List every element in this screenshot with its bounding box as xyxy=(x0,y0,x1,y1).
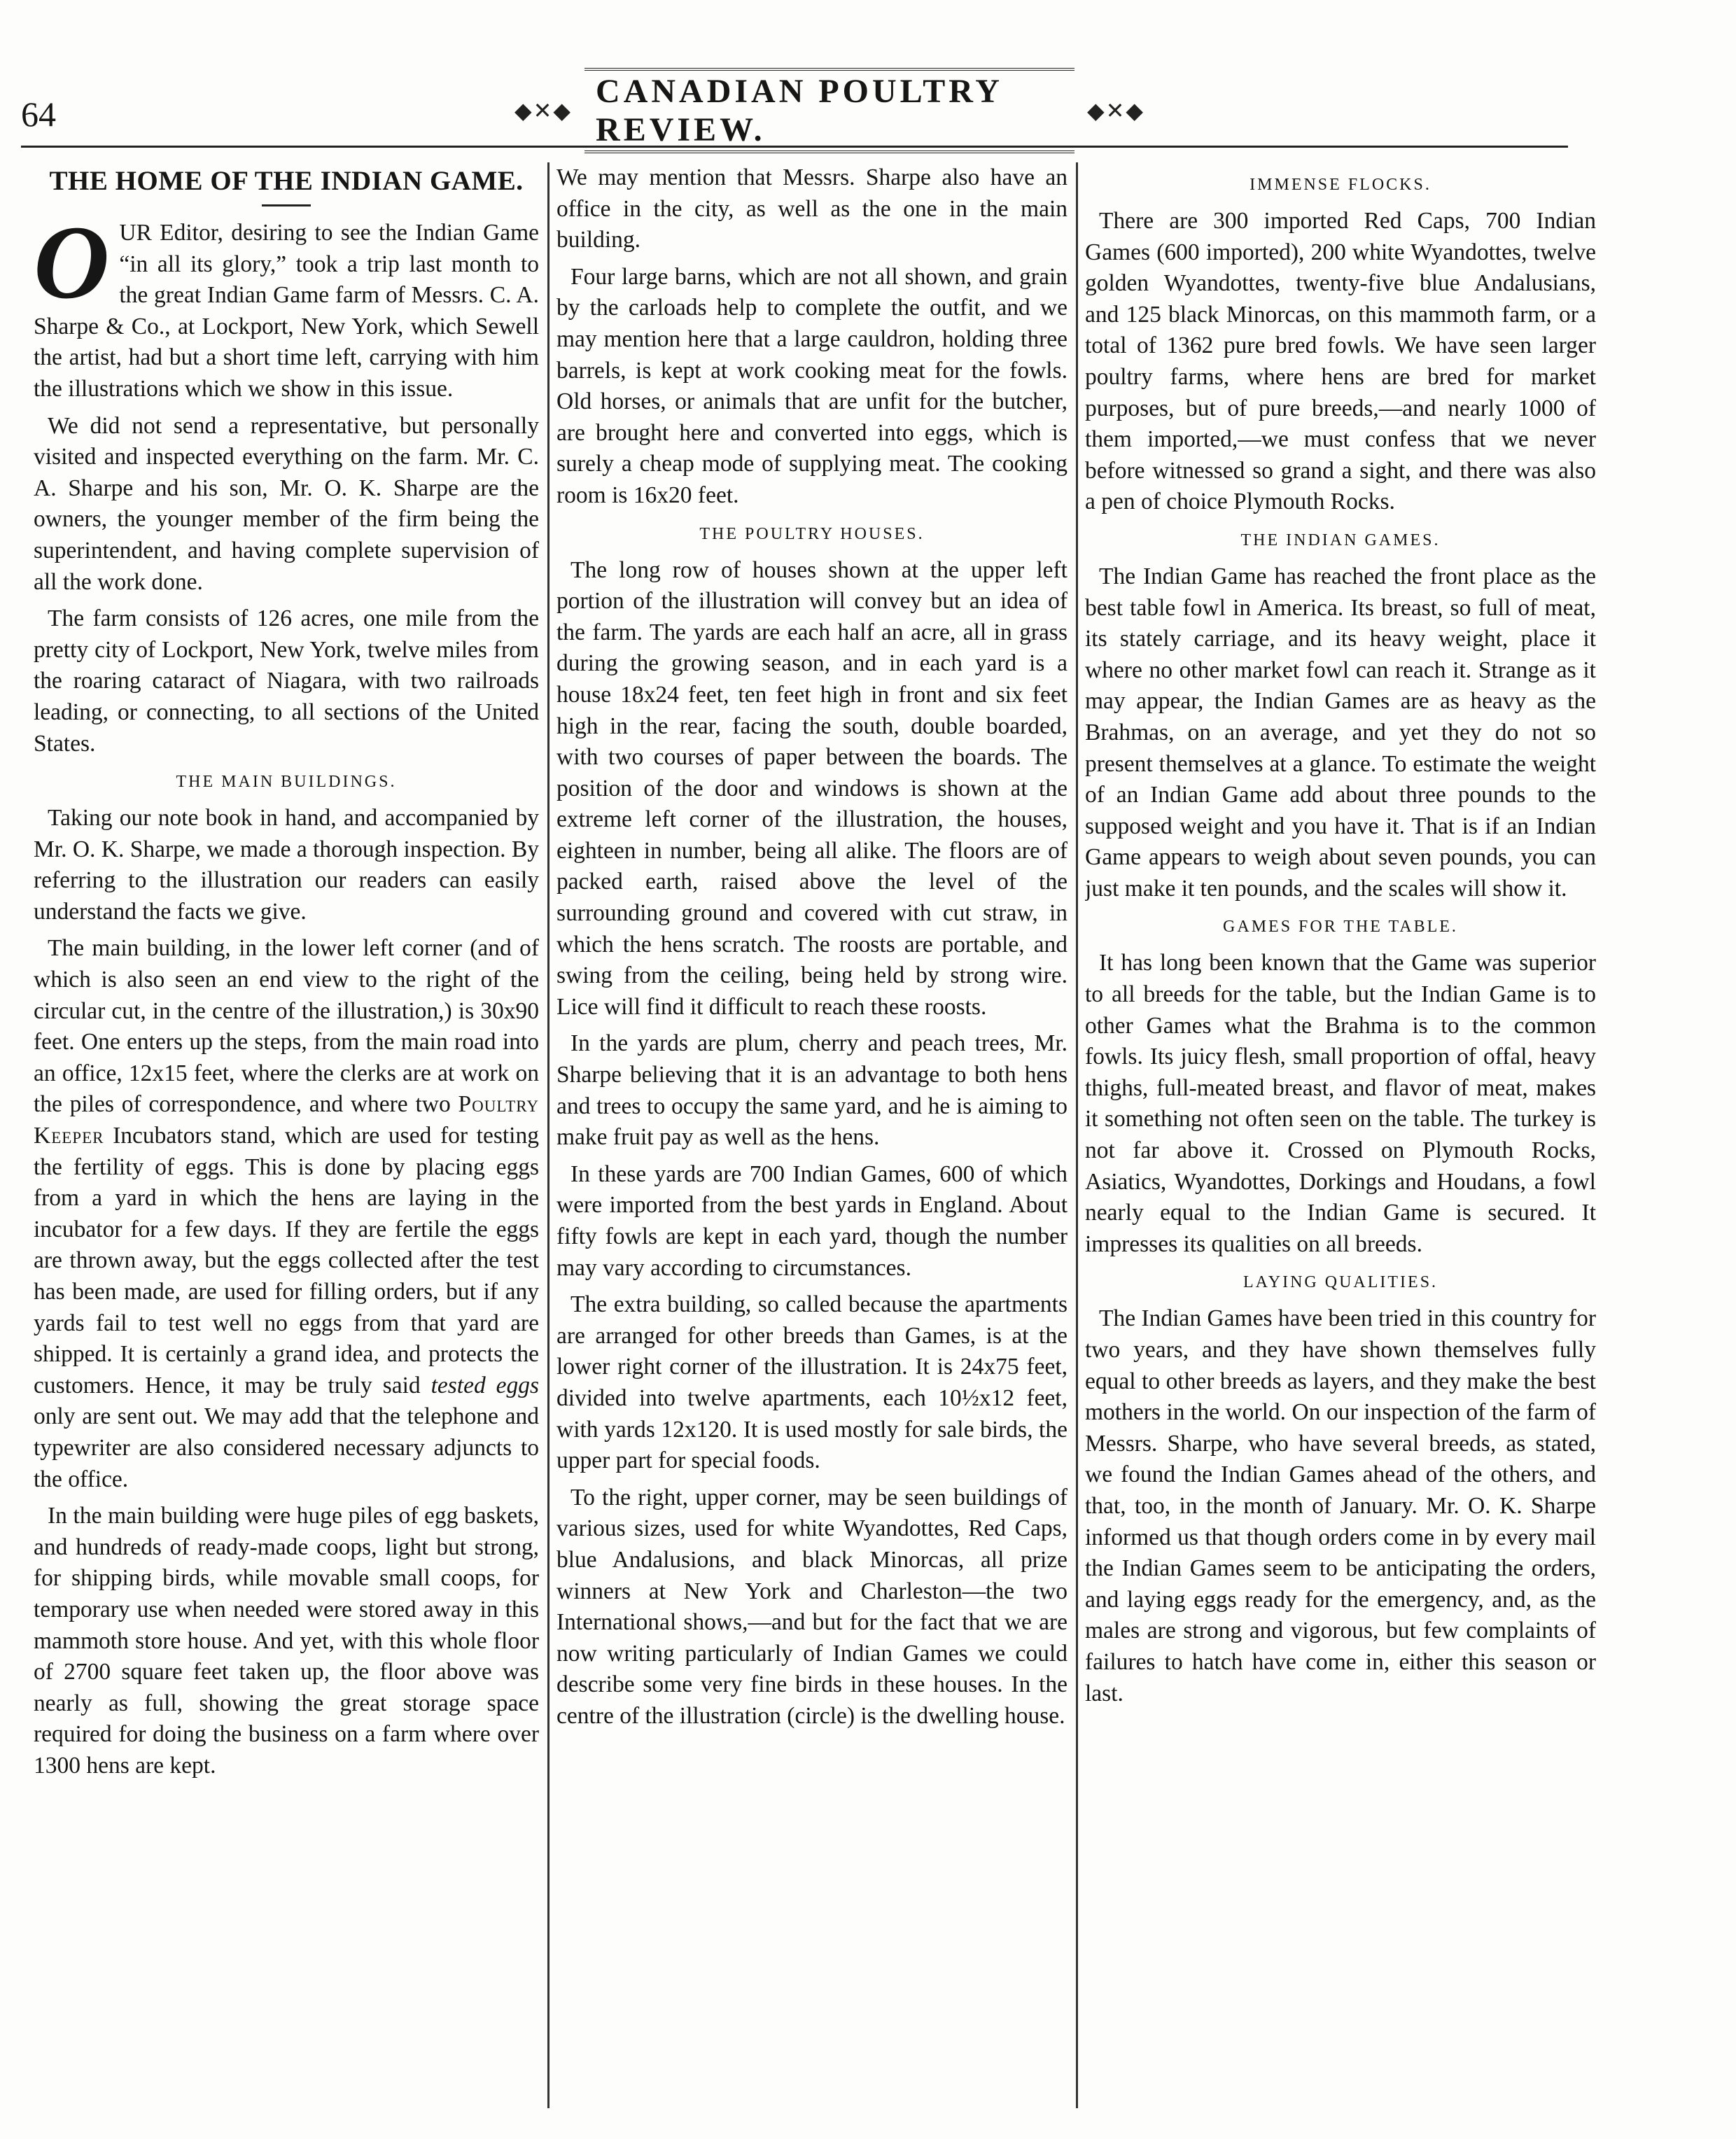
paragraph: It has long been known that the Game was superior to all breeds for the table, but the Indian Game is to other Games what the Brahma is to the common fowls. Its juicy flesh, small proportion of offal, heavy thighs, full-meated breast, and flavor of meat, makes it something not often seen on the table. The turkey is not far above it. Crossed on Plymouth Rocks, Asiatics, Wyandottes, Dorkings and Houdans, a fowl nearly equal to the Indian Game is secured. It impresses its qualities on all breeds. xyxy=(1085,950,1596,1257)
title-rule xyxy=(262,204,311,206)
small-caps-text: Poultry Keeper xyxy=(34,1091,539,1149)
header-rule xyxy=(21,146,1568,148)
text-run: only are sent out. We may add that the telephone and typewriter are also considered necessary adjuncts to the office. xyxy=(34,1403,539,1492)
paragraph: In the yards are plum, cherry and peach trees, Mr. Sharpe believing that it is an advantage to both hens and trees to occupy the same yard, and he is aiming to make fruit pay as well as the hens. xyxy=(556,1030,1068,1151)
subhead-laying-qualities: LAYING QUALITIES. xyxy=(1242,1273,1438,1292)
text-run: The main building, in the lower left corner (and of which is also seen an end view to the right of the circular cut, in the centre of the illustration,) is 30x90 feet. One enters up the steps, from the main road into an office, 12x15 feet, where the clerks are at work on the piles of correspondence, and where two xyxy=(34,935,539,1118)
drop-cap: O xyxy=(34,204,110,321)
intro-text: UR Editor, desiring to see the Indian Game “in all its glory,” took a trip last month to the great Indian Game farm of Messrs. C. A. Sharpe & Co., at Lockport, New York, which Sewell the artist, had but a short time left, carrying with him the illustrations which we show in this issue. xyxy=(34,220,539,402)
paragraph: The extra building, so called because the apartments are arranged for other breeds than Games, is at the lower right corner of the illustration. It is 24x75 feet, divided into twelve apartments, each 10½x12 feet, with yards 12x120. It is used mostly for sale birds, the upper part for special foods. xyxy=(556,1291,1068,1474)
paragraph: The farm consists of 126 acres, one mile from the pretty city of Lockport, New York, twelve miles from the roaring cataract of Niagara, with two railroads leading, or connecting, to all sections of the United States. xyxy=(34,605,539,757)
column-3 xyxy=(1085,162,1596,2115)
subhead-poultry-houses: THE POULTRY HOUSES. xyxy=(699,524,925,543)
paragraph: We did not send a representative, but personally visited and inspected everything on the farm. Mr. C. A. Sharpe and his son, Mr. O. K. Sharpe are the owners, the younger member of the firm being the superintendent, and having complete supervision of all the work done. xyxy=(34,412,539,595)
intro-paragraph xyxy=(34,204,539,405)
paragraph: To the right, upper corner, may be seen buildings of various sizes, used for white Wyandottes, Red Caps, blue Andalusions, and black Minorcas, all prize winners at New York and Charleston—the two International shows,—and but for the fact that we are now writing particularly of Indian Games we could describe some very fine birds in these houses. In the centre of the illustration (circle) is the dwelling house. xyxy=(556,1484,1068,1729)
paragraph: The long row of houses shown at the upper left portion of the illustration will convey but an idea of the farm. The yards are each half an acre, all in grass during the growing season, and in each yard is a house 18x24 feet, ten feet high in front and six feet high in the rear, facing the south, double boarded, with two courses of paper between the boards. The position of the door and windows is shown at the extreme left corner of the illustration, the houses, eighteen in number, being all alike. The floors are of packed earth, raised above the level of the surrounding ground and covered with cut straw, in which the hens scratch. The roosts are portable, and swing from the ceiling, being held by strong wire. Lice will find it difficult to reach these roosts. xyxy=(556,556,1068,1020)
subhead-games-for-table: GAMES FOR THE TABLE. xyxy=(1223,918,1458,937)
masthead-title: CANADIAN POULTRY REVIEW. xyxy=(584,68,1074,153)
page-number: 64 xyxy=(21,94,56,134)
masthead-ornament-right: ◆✕◆ xyxy=(1086,98,1144,123)
column-divider xyxy=(1076,162,1078,2108)
paragraph: In the main building were huge piles of egg baskets, and hundreds of ready-made coops, light but strong, for shipping birds, while movable small coops, for temporary use when needed were stored away in this mammoth store house. And yet, with this whole floor of 2700 square feet taken up, the floor above was nearly as full, showing the great storage space required for doing the business on a farm where over 1300 hens are kept. xyxy=(34,1503,539,1779)
italic-text: tested eggs xyxy=(430,1372,539,1398)
paragraph: In these yards are 700 Indian Games, 600 of which were imported from the best yards in England. About fifty fowls are kept in each yard, though the number may vary according to circumstances. xyxy=(556,1160,1068,1281)
subhead-main-buildings: THE MAIN BUILDINGS. xyxy=(176,773,397,792)
article-title: THE HOME OF THE INDIAN GAME. xyxy=(49,166,524,196)
masthead xyxy=(514,73,1144,148)
paragraph: We may mention that Messrs. Sharpe also have an office in the city, as well as the one in the main building. xyxy=(556,164,1068,253)
paragraph: Four large barns, which are not all shown, and grain by the carloads help to complete the outfit, and we may mention here that a large cauldron, holding three barrels, is kept at work cooking meat for the fowls. Old horses, or animals that are unfit for the butcher, are brought here and converted into eggs, which is surely a cheap mode of supplying meat. The cooking room is 16x20 feet. xyxy=(556,263,1068,508)
masthead-ornament-left: ◆✕◆ xyxy=(514,98,573,123)
column-2 xyxy=(556,162,1068,2115)
paragraph: There are 300 imported Red Caps, 700 Indian Games (600 imported), 200 white Wyandottes, twelve golden Wyandottes, twenty-five blue Andalusians, and 125 black Minorcas, on this mammoth farm, or a total of 1362 pure bred fowls. We have seen larger poultry farms, where hens are bred for market purposes, but of pure breeds,—and nearly 1000 of them imported,—we must confess that we never before witnessed so grand a sight, and there was also a pen of choice Plymouth Rocks. xyxy=(1085,208,1596,515)
paragraph: The Indian Game has reached the front place as the best table fowl in America. Its breast, so full of meat, its stately carriage, and its heavy weight, place it where no other market fowl can reach it. Strange as it may appear, the Indian Games are as heavy as the Brahmas, on an average, and yet they do not so present themselves at a glance. To estimate the weight of an Indian Game add about three pounds to the supposed weight and you have it. That is if an Indian Game appears to weigh about seven pounds, you can just make it ten pounds, and the scales will show it. xyxy=(1085,563,1596,902)
text-run: Incubators stand, which are used for testing the fertility of eggs. This is done by placing eggs from a yard in which the hens are laying in the incubator for a few days. If they are fertile the eggs are thrown away, but the eggs collected after the test has been made, are used for filling orders, but if any yards fail to test well no eggs from that yard are shipped. It is certainly a grand idea, and protects the customers. Hence, it may be truly said xyxy=(34,1123,539,1398)
column-1 xyxy=(34,162,539,2115)
paragraph: The Indian Games have been tried in this country for two years, and they have shown themselves fully equal to other breeds as layers, and they make the best mothers in the world. On our inspection of the farm of Messrs. Sharpe, who have several breeds, as stated, we found the Indian Games ahead of the others, and that, too, in the month of January. Mr. O. K. Sharpe informed us that though orders come in by every mail the Indian Games seem to be anticipating the orders, and laying eggs ready for the emergency, and, as the males are strong and vigorous, but few complaints of failures to hatch have come in, either this season or last. xyxy=(1085,1305,1596,1706)
column-divider xyxy=(547,162,550,2108)
subhead-immense-flocks: IMMENSE FLOCKS. xyxy=(1250,176,1432,194)
subhead-indian-games: THE INDIAN GAMES. xyxy=(1240,531,1441,549)
paragraph-main-building xyxy=(34,933,539,1495)
paragraph: Taking our note book in hand, and accompanied by Mr. O. K. Sharpe, we made a thorough inspection. By referring to the illustration our readers can easily understand the facts we give. xyxy=(34,805,539,925)
